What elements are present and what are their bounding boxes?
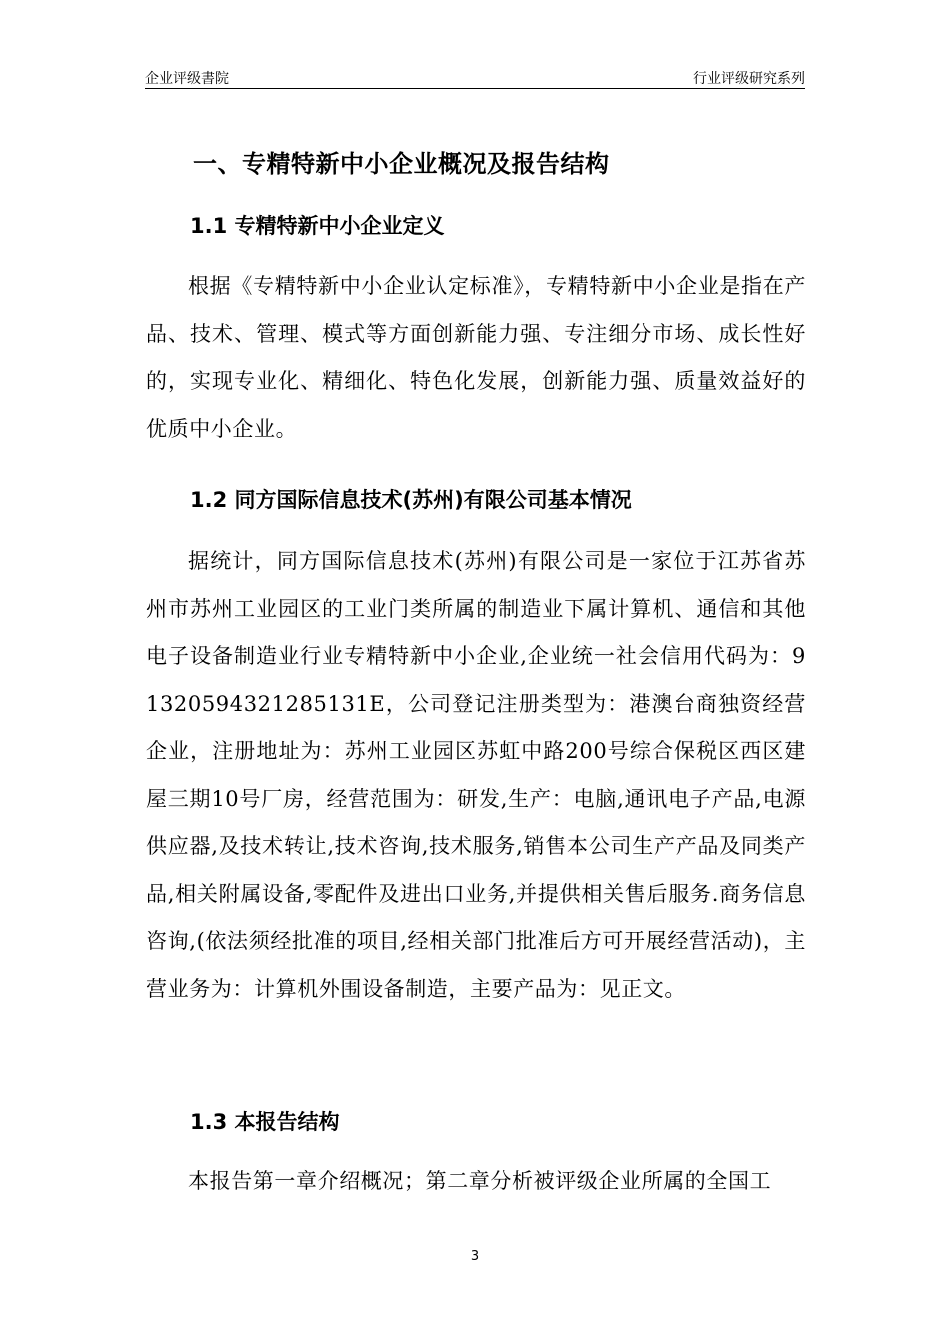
subsection-title-definition: 1.1 专精特新中小企业定义: [190, 214, 445, 238]
subsection-title-company-info: 1.2 同方国际信息技术(苏州)有限公司基本情况: [190, 488, 632, 512]
header-publisher: 企业评级書院: [145, 71, 229, 87]
page-number: 3: [470, 1249, 480, 1264]
paragraph-definition: 根据《专精特新中小企业认定标准》，专精特新中小企业是指在产品、技术、管理、模式等方面创新能力强、专注细分市场、成长性好的，实现专业化、精细化、特色化发展，创新能力强、质量效益好的优质中小企业。: [146, 274, 806, 441]
page-header: [145, 66, 805, 89]
paragraph-company-info: 据统计，同方国际信息技术(苏州)有限公司是一家位于江苏省苏州市苏州工业园区的工业门类所属的制造业下属计算机、通信和其他电子设备制造业行业专精特新中小企业,企业统一社会信用代码为：91320594321285131E，公司登记注册类型为：港澳台商独资经营企业，注册地址为：苏州工业园区苏虹中路200号综合保税区西区建屋三期10号厂房，经营范围为：研发,生产：电脑,通讯电子产品,电源供应器,及技术转让,技术咨询,技术服务,销售本公司生产产品及同类产品,相关附属设备,零配件及进出口业务,并提供相关售后服务.商务信息咨询,(依法须经批准的项目,经相关部门批准后方可开展经营活动)，主营业务为：计算机外围设备制造，主要产品为：见正文。: [146, 549, 806, 1001]
section-title: 一、专精特新中小企业概况及报告结构: [193, 150, 610, 178]
paragraph-report-structure: 本报告第一章介绍概况；第二章分析被评级企业所属的全国工: [188, 1169, 772, 1193]
header-series: 行业评级研究系列: [693, 71, 805, 87]
subsection-title-report-structure: 1.3 本报告结构: [190, 1110, 340, 1134]
